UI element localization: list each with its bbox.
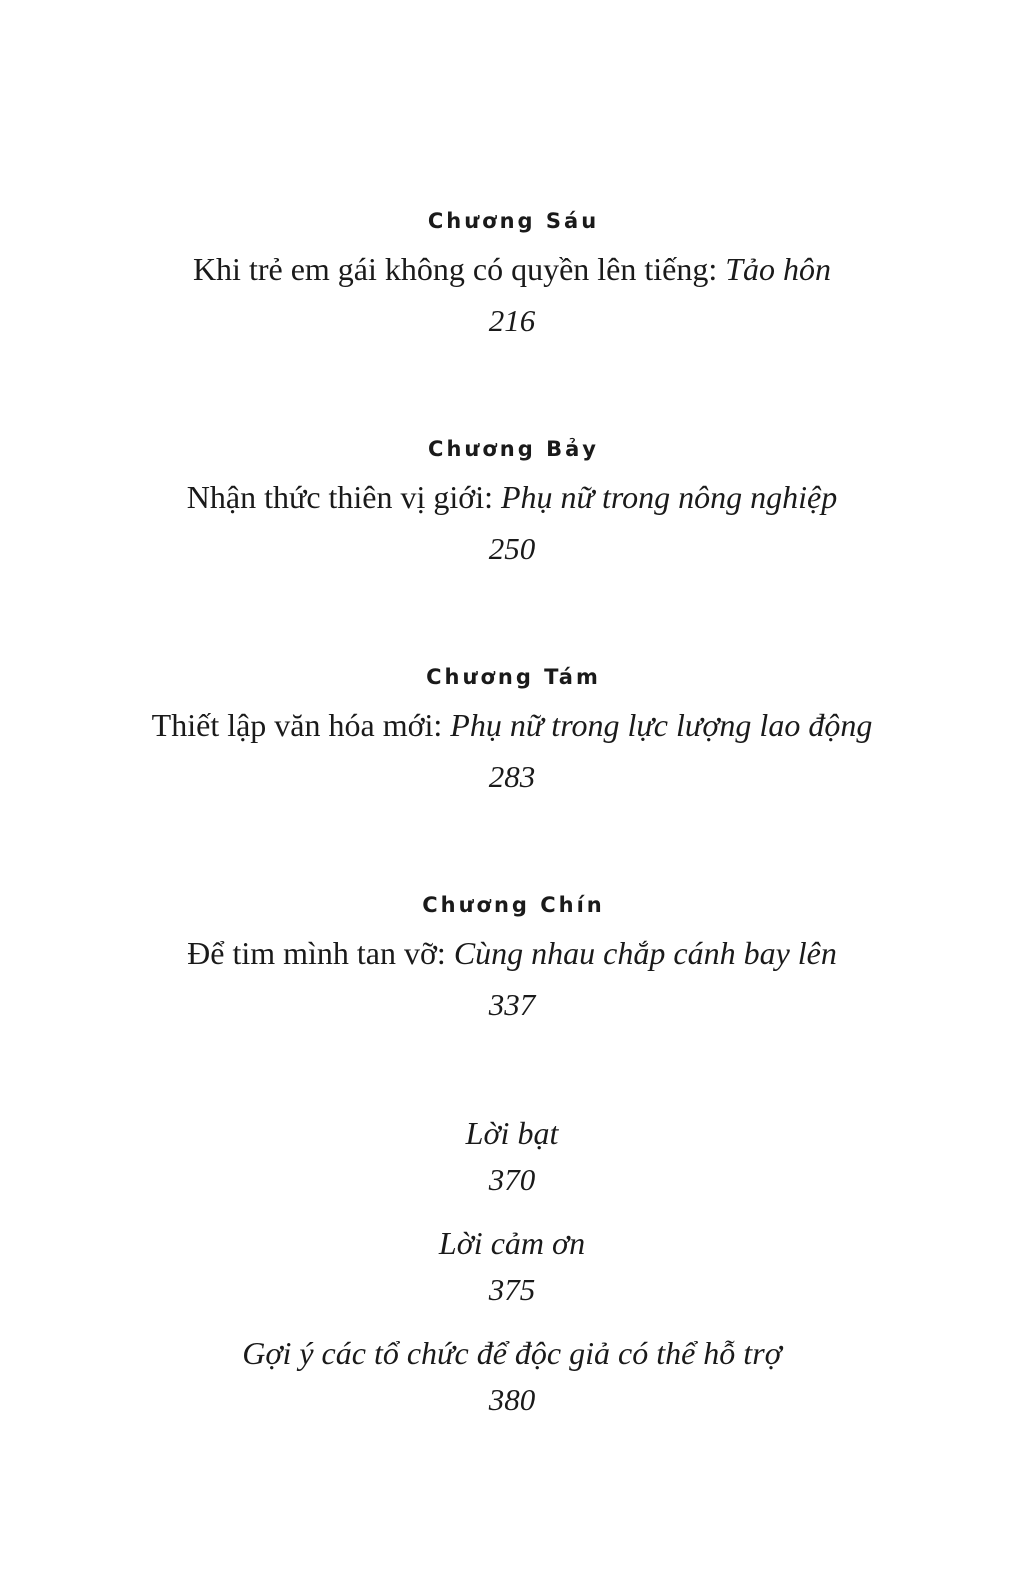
- toc-entry-organizations[interactable]: [0, 1333, 1024, 1420]
- chapter-page-number: 216: [488, 303, 536, 338]
- toc-entry-afterword[interactable]: [0, 1113, 1024, 1200]
- chapter-title-plain: Khi trẻ em gái không có quyền lên tiếng:: [192, 251, 726, 287]
- back-matter-page-number: 375: [488, 1272, 536, 1307]
- chapter-title: [0, 933, 1024, 973]
- chapter-label: Chương Chín: [422, 893, 605, 917]
- chapter-title: [0, 477, 1024, 517]
- chapter-title-plain: Nhận thức thiên vị giới:: [186, 479, 501, 515]
- chapter-title-plain: Thiết lập văn hóa mới:: [151, 707, 451, 743]
- chapter-title-italic: Phụ nữ trong nông nghiệp: [500, 479, 838, 515]
- chapter-label: Chương Tám: [426, 665, 601, 689]
- toc-entry-chapter-7[interactable]: [0, 434, 1024, 569]
- chapter-page-number: 283: [488, 759, 536, 794]
- chapter-title-plain: Để tim mình tan vỡ:: [187, 935, 454, 971]
- chapter-title-italic: Cùng nhau chắp cánh bay lên: [453, 935, 837, 971]
- back-matter-title: Lời cảm ơn: [438, 1225, 586, 1261]
- toc-entry-chapter-9[interactable]: [0, 890, 1024, 1025]
- chapter-label: Chương Sáu: [427, 209, 600, 233]
- back-matter-page-number: 370: [488, 1162, 536, 1197]
- chapter-title-italic: Phụ nữ trong lực lượng lao động: [450, 707, 873, 743]
- back-matter-page-number: 380: [488, 1382, 536, 1417]
- chapter-title: [0, 249, 1024, 289]
- toc-entry-chapter-6[interactable]: [0, 206, 1024, 341]
- chapter-title-italic: Tảo hôn: [725, 251, 832, 287]
- chapter-label: Chương Bảy: [428, 437, 599, 461]
- chapter-page-number: 250: [488, 531, 536, 566]
- chapter-page-number: 337: [488, 987, 536, 1022]
- toc-entry-acknowledgements[interactable]: [0, 1223, 1024, 1310]
- toc-entry-chapter-8[interactable]: [0, 662, 1024, 797]
- chapter-title: [0, 705, 1024, 745]
- back-matter-title: Lời bạt: [465, 1115, 559, 1151]
- back-matter-title: Gợi ý các tổ chức để độc giả có thể hỗ trợ: [242, 1335, 782, 1371]
